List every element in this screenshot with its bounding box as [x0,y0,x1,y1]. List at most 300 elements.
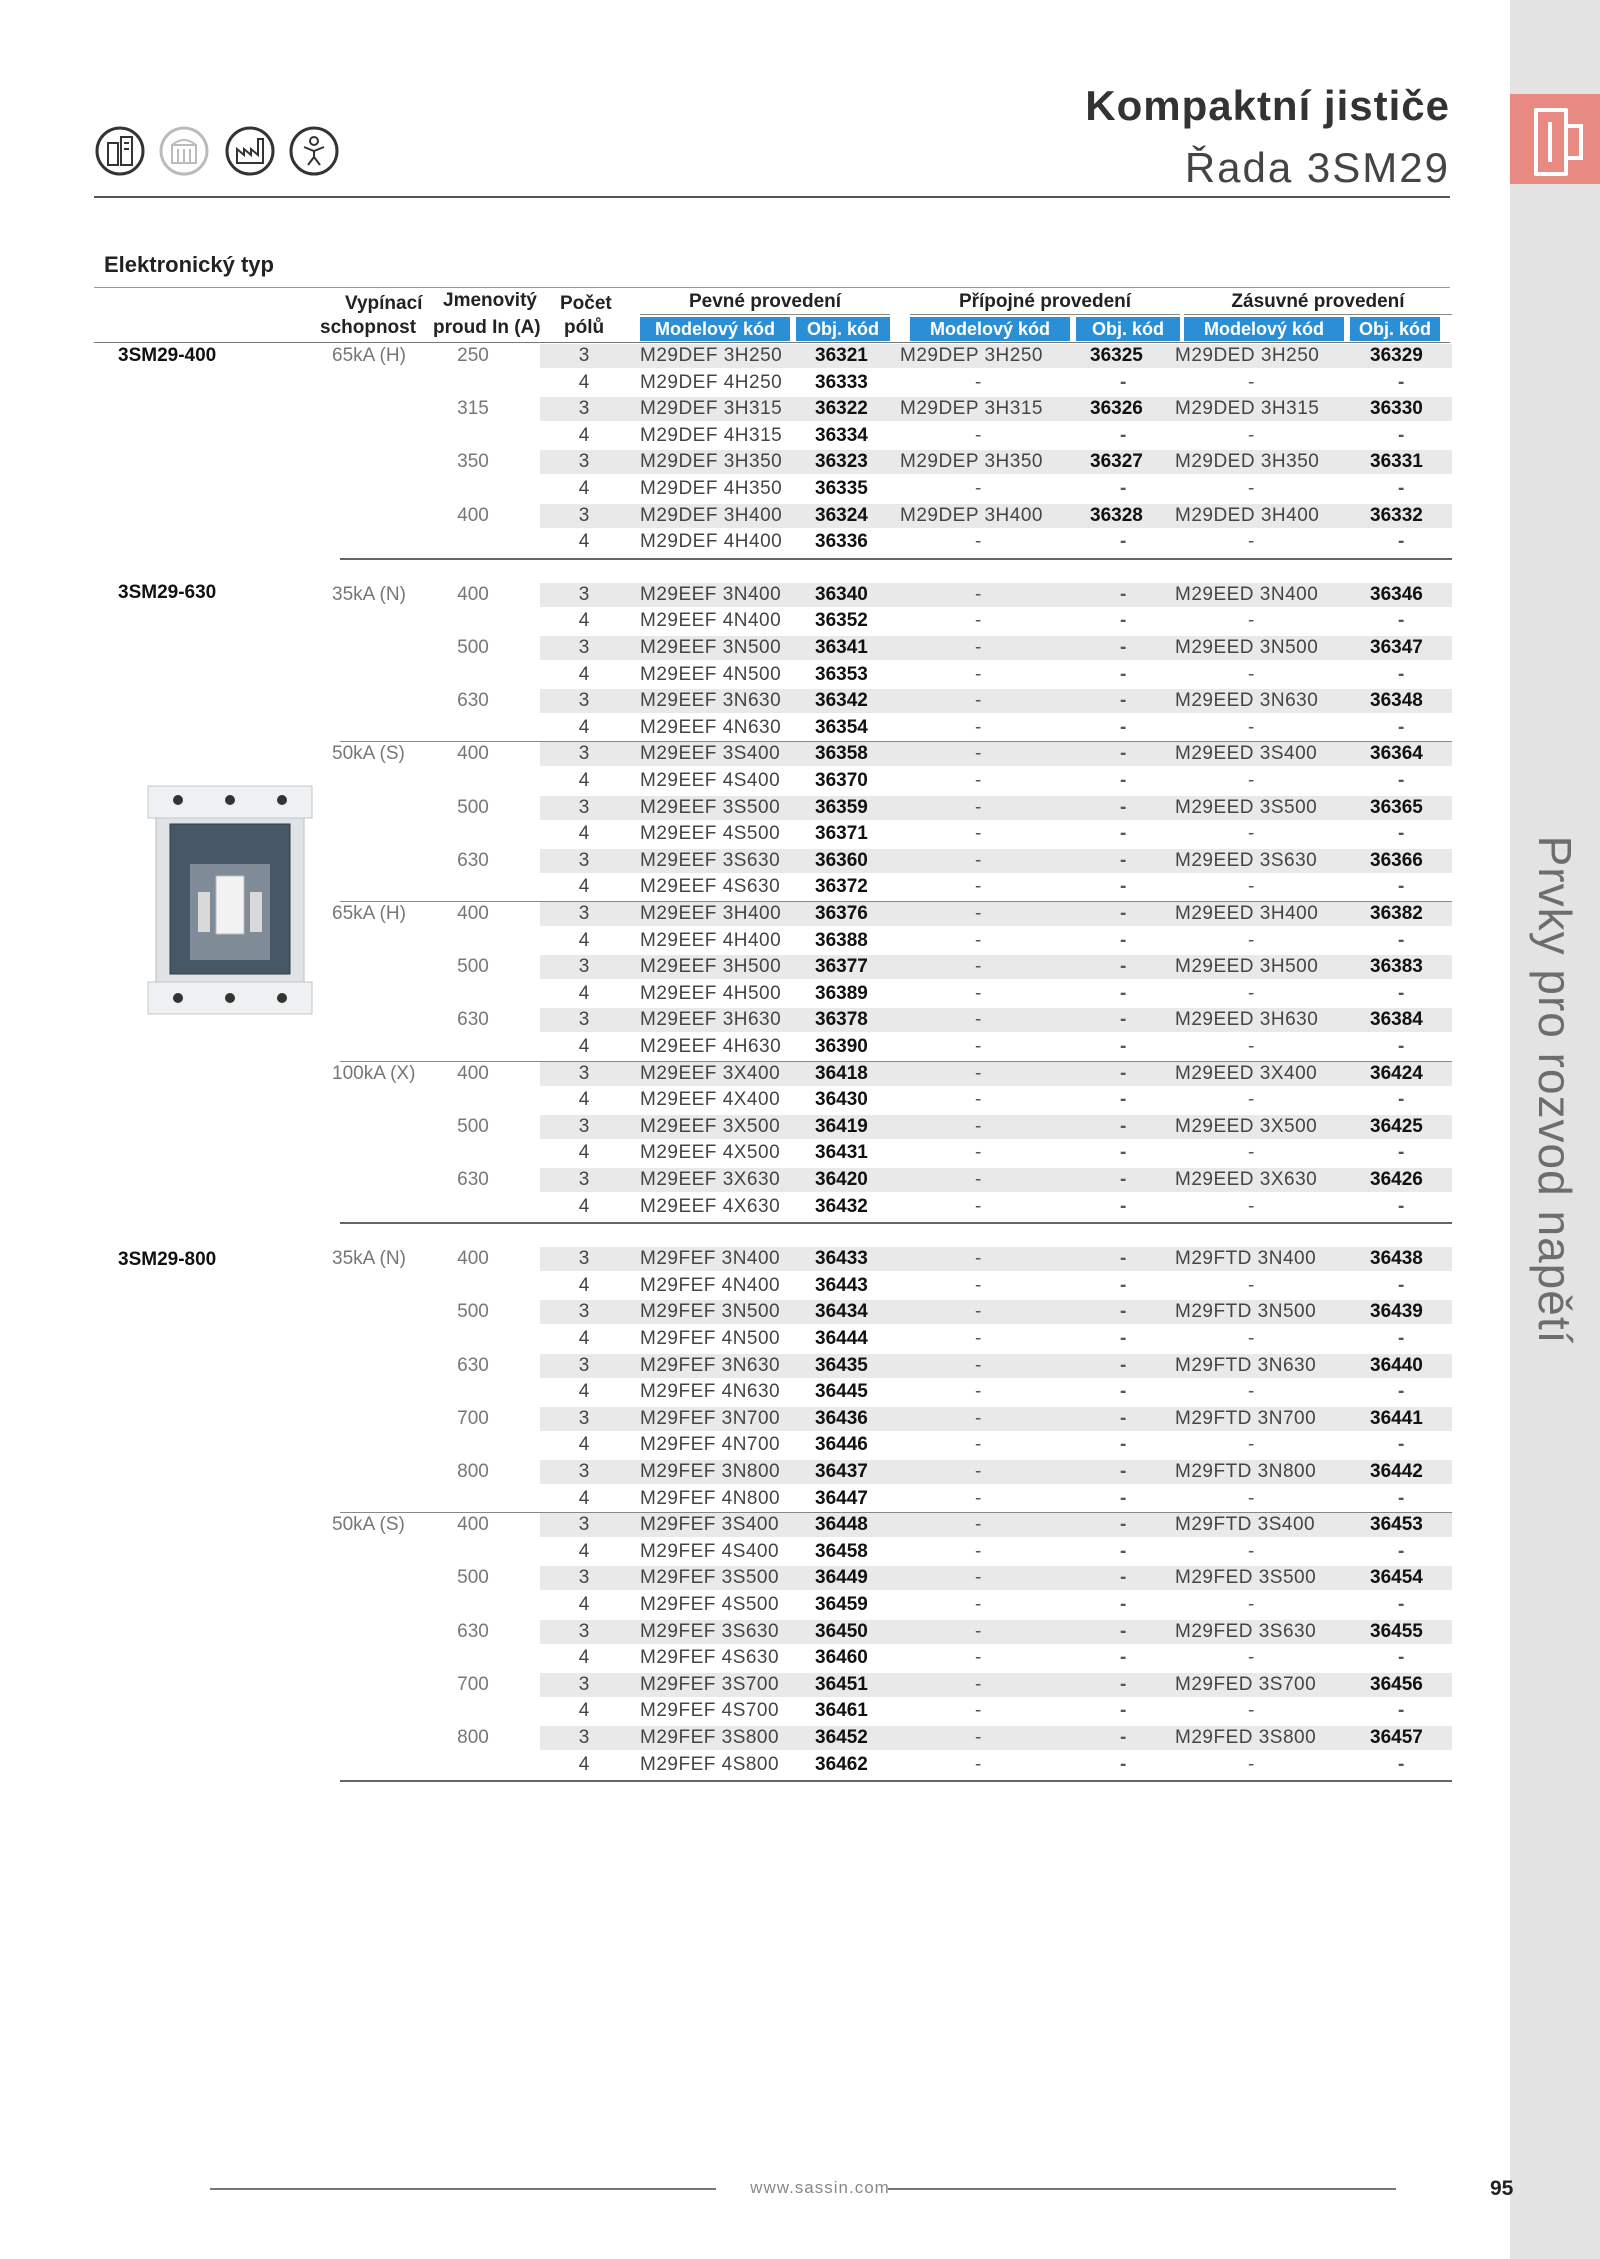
poles-cell: 3 [578,1115,590,1137]
plugin-model-cell: - [975,1753,982,1775]
plugin-order-cell: - [1120,1248,1127,1270]
title-divider [94,196,1450,198]
plugin-order-cell: - [1120,1381,1127,1403]
plugin-model-cell: - [975,743,982,765]
draw-model-cell: - [1248,1036,1255,1057]
draw-model-cell: - [1248,371,1255,393]
table-row [0,1007,1452,1033]
breaking-capacity-cell: 50kA (S) [332,1514,405,1536]
fixed-model-cell: M29FEF 3N630 [640,1354,781,1376]
plugin-model-cell: - [975,876,982,898]
fixed-order-cell: 36443 [815,1274,868,1296]
draw-model-cell: - [1248,770,1255,791]
table-row [0,1459,1452,1485]
draw-model-cell: - [1248,1487,1255,1509]
plugin-model-cell: - [975,903,982,924]
poles-cell: 4 [578,1753,590,1775]
draw-model-cell: - [1248,1753,1255,1775]
rated-current-cell: 250 [457,345,489,366]
draw-order-cell: - [1398,823,1405,845]
draw-order-cell: 36442 [1370,1461,1423,1482]
poles-cell: 4 [578,1487,590,1509]
fixed-model-cell: M29EEF 4H500 [640,982,782,1004]
draw-model-cell: - [1248,478,1255,499]
plugin-order-cell: - [1120,1647,1127,1669]
draw-order-cell: - [1398,1434,1405,1456]
col-poles-1: Počet [560,293,612,314]
fixed-model-cell: M29FEF 4S400 [640,1540,780,1562]
plugin-order-cell: - [1120,1089,1127,1111]
plugin-model-cell: M29DEP 3H315 [900,398,1043,420]
fixed-model-cell: M29EEF 3S630 [640,849,781,871]
plugin-order-cell: - [1120,1328,1127,1349]
fixed-model-cell: M29FEF 4N700 [640,1434,781,1456]
page-title: Kompaktní jističe [1085,82,1450,129]
draw-order-cell: 36456 [1370,1673,1423,1695]
draw-order-cell: - [1398,1036,1405,1057]
draw-order-cell: 36424 [1370,1062,1423,1084]
table-row [0,1194,1452,1220]
plugin-order-cell: - [1120,424,1127,446]
plugin-model-cell: - [975,371,982,393]
draw-model-cell: M29DED 3H315 [1175,398,1320,420]
plugin-order-cell: - [1120,583,1127,605]
fixed-order-cell: 36359 [815,796,868,818]
plugin-order-cell: - [1120,1169,1127,1190]
plugin-model-cell: - [975,982,982,1004]
fixed-underline [640,314,890,315]
poles-cell: 3 [578,504,590,526]
fixed-model-cell: M29EEF 3N400 [640,583,782,605]
fixed-model-cell: M29EEF 4X400 [640,1089,781,1111]
plugin-model-cell: - [975,1673,982,1695]
fixed-model-cell: M29DEF 3H250 [640,345,783,366]
draw-model-cell: - [1248,1328,1255,1349]
draw-model-cell: - [1248,1274,1255,1296]
table-row [0,1140,1452,1166]
table-row [0,1486,1452,1512]
table-row [0,1167,1452,1193]
fixed-model-cell: M29EEF 4H630 [640,1036,782,1057]
draw-order-cell: 36346 [1370,583,1423,605]
fixed-model-cell: M29EEF 4N500 [640,663,782,685]
fixed-model-cell: M29EEF 4H400 [640,929,782,951]
building-icon [94,125,146,177]
fixed-order-cell: 36419 [815,1115,868,1137]
draw-order-cell: - [1398,982,1405,1004]
rated-current-cell: 630 [457,1169,489,1190]
poles-cell: 4 [578,1594,590,1615]
rated-current-cell: 630 [457,1620,489,1642]
draw-model-cell: M29FTD 3N400 [1175,1248,1317,1270]
fixed-model-cell: M29DEF 3H400 [640,504,783,526]
poles-cell: 4 [578,1700,590,1722]
draw-order-cell: - [1398,1647,1405,1669]
plugin-model-cell: - [975,583,982,605]
draw-model-cell: - [1248,1434,1255,1456]
footer-rule-left [210,2188,716,2190]
plugin-order-cell: - [1120,1540,1127,1562]
fixed-model-cell: M29FEF 3N800 [640,1461,781,1482]
plugin-model-cell: - [975,1700,982,1722]
draw-model-cell: - [1248,610,1255,632]
plugin-order-cell: - [1120,1514,1127,1536]
fixed-model-cell: M29DEF 4H315 [640,424,783,446]
page-number: 95 [1490,2177,1514,2200]
table-row [0,1592,1452,1618]
draw-model-cell: - [1248,1195,1255,1217]
fixed-model-cell: M29FEF 3S800 [640,1727,780,1748]
plugin-order-cell: - [1120,478,1127,499]
plugin-order-cell: - [1120,1009,1127,1031]
fixed-model-cell: M29EEF 3S400 [640,743,781,765]
draw-order-cell: 36426 [1370,1169,1423,1190]
plugin-order-cell: - [1120,1700,1127,1722]
rated-current-cell: 400 [457,504,489,526]
fixed-order-cell: 36418 [815,1062,868,1084]
plugin-order-cell: - [1120,1434,1127,1456]
plugin-model-cell: - [975,1381,982,1403]
plugin-model-cell: - [975,1328,982,1349]
plugin-order-cell: - [1120,1620,1127,1642]
poles-cell: 3 [578,1620,590,1642]
plugin-order-cell: 36326 [1090,398,1143,420]
section-divider [94,287,1450,288]
table-row [0,1246,1452,1272]
poles-cell: 3 [578,1407,590,1429]
table-row [0,343,1452,369]
plugin-order-cell: - [1120,690,1127,712]
fixed-model-cell: M29FEF 4S700 [640,1700,780,1722]
fixed-order-cell: 36324 [815,504,868,526]
poles-cell: 4 [578,982,590,1004]
table-row [0,1034,1452,1060]
plugin-model-cell: M29DEP 3H350 [900,451,1043,473]
group-label-400: 3SM29-400 [118,345,217,366]
draw-model-cell: M29EED 3X500 [1175,1115,1318,1137]
draw-model-cell: - [1248,663,1255,685]
rated-current-cell: 400 [457,583,489,605]
draw-model-cell: M29EED 3X400 [1175,1062,1318,1084]
draw-order-cell: - [1398,929,1405,951]
draw-order-cell: - [1398,610,1405,632]
table-row [0,795,1452,821]
fixed-model-cell: M29FEF 3S400 [640,1514,780,1536]
table-row [0,981,1452,1007]
poles-cell: 4 [578,1089,590,1111]
plugin-order-head: Obj. kód [1076,317,1180,341]
group-separator [340,1222,1452,1224]
col-breaking-1: Vypínací [345,293,423,314]
draw-order-cell: 36382 [1370,903,1423,924]
draw-order-cell: 36365 [1370,796,1423,818]
draw-model-cell: M29EED 3X630 [1175,1169,1318,1190]
breaking-capacity-cell: 65kA (H) [332,903,406,924]
fixed-order-cell: 36447 [815,1487,868,1509]
plugin-model-cell: - [975,849,982,871]
table-row [0,901,1452,927]
plugin-order-cell: - [1120,903,1127,924]
draw-order-cell: - [1398,1753,1405,1775]
table-row [0,848,1452,874]
draw-order-cell: - [1398,1700,1405,1722]
table-row [0,449,1452,475]
fixed-model-cell: M29DEF 3H350 [640,451,783,473]
rated-current-cell: 630 [457,690,489,712]
plugin-order-cell: - [1120,1036,1127,1057]
poles-cell: 4 [578,876,590,898]
draw-order-cell: - [1398,1089,1405,1111]
fixed-model-cell: M29FEF 4N630 [640,1381,781,1403]
plugin-order-cell: - [1120,1301,1127,1323]
fixed-order-cell: 36370 [815,770,868,791]
poles-cell: 3 [578,345,590,366]
fixed-model-cell: M29EEF 3H500 [640,956,782,978]
poles-cell: 4 [578,531,590,553]
draw-order-cell: 36384 [1370,1009,1423,1031]
table-row [0,1565,1452,1591]
poles-cell: 3 [578,1009,590,1031]
person-icon [288,125,340,177]
breaking-capacity-cell: 35kA (N) [332,1248,406,1270]
plugin-model-cell: - [975,478,982,499]
draw-order-cell: 36455 [1370,1620,1423,1642]
draw-model-cell: M29FTD 3N500 [1175,1301,1317,1323]
poles-cell: 4 [578,929,590,951]
fixed-order-cell: 36322 [815,398,868,420]
poles-cell: 4 [578,1540,590,1562]
fixed-order-head: Obj. kód [796,317,890,341]
poles-cell: 4 [578,478,590,499]
fixed-order-cell: 36336 [815,531,868,553]
plugin-model-cell: - [975,770,982,791]
draw-model-cell: M29EED 3N400 [1175,583,1319,605]
draw-order-cell: - [1398,478,1405,499]
fixed-order-cell: 36433 [815,1248,868,1270]
plugin-model-cell: - [975,929,982,951]
poles-cell: 4 [578,823,590,845]
plugin-order-cell: - [1120,663,1127,685]
poles-cell: 3 [578,1169,590,1190]
table-row [0,1725,1452,1751]
poles-cell: 4 [578,1142,590,1164]
draw-order-cell: 36457 [1370,1727,1423,1748]
plugin-order-cell: - [1120,1195,1127,1217]
plugin-model-cell: - [975,1009,982,1031]
poles-cell: 4 [578,716,590,738]
plugin-model-cell: - [975,1195,982,1217]
rated-current-cell: 500 [457,1301,489,1323]
fixed-order-cell: 36376 [815,903,868,924]
plugin-order-cell: - [1120,956,1127,978]
fixed-order-cell: 36461 [815,1700,868,1722]
draw-order-cell: - [1398,1540,1405,1562]
fixed-model-cell: M29EEF 3X630 [640,1169,781,1190]
draw-order-cell: - [1398,716,1405,738]
rated-current-cell: 700 [457,1673,489,1695]
poles-cell: 3 [578,956,590,978]
footer-url: www.sassin.com [750,2178,890,2197]
table-row [0,1114,1452,1140]
plugin-order-cell: - [1120,1354,1127,1376]
col-current-1: Jmenovitý [443,290,537,311]
fixed-model-cell: M29FEF 4S630 [640,1647,780,1669]
table-row [0,1752,1452,1778]
draw-model-cell: - [1248,823,1255,845]
plugin-order-cell: - [1120,1407,1127,1429]
plugin-model-cell: - [975,1248,982,1270]
poles-cell: 3 [578,796,590,818]
plugin-order-cell: - [1120,929,1127,951]
poles-cell: 3 [578,1673,590,1695]
poles-cell: 3 [578,1248,590,1270]
fixed-model-cell: M29EEF 3N500 [640,637,782,658]
draw-order-cell: - [1398,1142,1405,1164]
plugin-model-cell: - [975,1274,982,1296]
table-row [0,476,1452,502]
plugin-underline [910,314,1180,315]
draw-order-cell: 36329 [1370,345,1423,366]
plugin-order-cell: 36327 [1090,451,1143,473]
draw-order-cell: - [1398,1274,1405,1296]
plugin-model-cell: - [975,1115,982,1137]
fixed-order-cell: 36450 [815,1620,868,1642]
table-row [0,1326,1452,1352]
plugin-model-cell: - [975,1727,982,1748]
plugin-model-cell: - [975,1647,982,1669]
draw-model-cell: - [1248,531,1255,553]
rated-current-cell: 700 [457,1407,489,1429]
plugin-model-cell: - [975,663,982,685]
fixed-order-cell: 36335 [815,478,868,499]
draw-underline [1184,314,1452,315]
table-row [0,1539,1452,1565]
page-subtitle: Řada 3SM29 [1184,144,1450,191]
fixed-order-cell: 36354 [815,716,868,738]
plugin-order-cell: - [1120,1673,1127,1695]
fixed-model-cell: M29FEF 3S630 [640,1620,780,1642]
draw-order-cell: 36332 [1370,504,1423,526]
fixed-order-cell: 36436 [815,1407,868,1429]
plugin-model-cell: - [975,1301,982,1323]
draw-order-cell: 36347 [1370,637,1423,658]
rated-current-cell: 500 [457,637,489,658]
draw-order-cell: 36425 [1370,1115,1423,1137]
fixed-model-cell: M29EEF 3X400 [640,1062,781,1084]
plugin-order-cell: - [1120,1727,1127,1748]
office-icon [158,125,210,177]
draw-model-cell: M29EED 3S500 [1175,796,1318,818]
fixed-order-cell: 36340 [815,583,868,605]
col-breaking-2: schopnost [320,317,417,338]
fixed-order-cell: 36372 [815,876,868,898]
fixed-order-cell: 36390 [815,1036,868,1057]
plugin-model-cell: - [975,1567,982,1589]
fixed-order-cell: 36321 [815,345,868,366]
draw-model-cell: M29DED 3H400 [1175,504,1320,526]
table-row [0,529,1452,555]
draw-order-cell: - [1398,663,1405,685]
poles-cell: 3 [578,849,590,871]
fixed-order-cell: 36353 [815,663,868,685]
fixed-order-cell: 36360 [815,849,868,871]
table-row [0,503,1452,529]
group-label-800: 3SM29-800 [118,1249,217,1270]
fixed-order-cell: 36444 [815,1328,868,1349]
draw-order-cell: - [1398,1381,1405,1403]
fixed-model-cell: M29FEF 4S500 [640,1594,780,1615]
draw-order-cell: - [1398,770,1405,791]
draw-model-cell: M29EED 3S630 [1175,849,1318,871]
fixed-order-cell: 36358 [815,743,868,765]
plugin-model-cell: - [975,823,982,845]
fixed-model-cell: M29DEF 4H400 [640,531,783,553]
fixed-model-cell: M29EEF 4S500 [640,823,781,845]
rated-current-cell: 400 [457,1248,489,1270]
draw-model-cell: M29EED 3H630 [1175,1009,1319,1031]
fixed-order-cell: 36378 [815,1009,868,1031]
plugin-model-cell: - [975,1434,982,1456]
plugin-model-cell: - [975,1354,982,1376]
fixed-model-cell: M29EEF 3H400 [640,903,782,924]
rated-current-cell: 315 [457,398,489,420]
fixed-model-cell: M29EEF 4S400 [640,770,781,791]
table-row [0,1087,1452,1113]
fixed-order-cell: 36448 [815,1514,868,1536]
rated-current-cell: 400 [457,1062,489,1084]
table-row [0,608,1452,634]
draw-model-cell: M29FTD 3N800 [1175,1461,1317,1482]
draw-model-cell: M29FED 3S630 [1175,1620,1317,1642]
table-row [0,370,1452,396]
col-fixed: Pevné provedení [688,291,842,312]
draw-model-cell: - [1248,982,1255,1004]
draw-order-cell: 36383 [1370,956,1423,978]
poles-cell: 3 [578,903,590,924]
plugin-order-cell: - [1120,531,1127,553]
poles-cell: 3 [578,1301,590,1323]
plugin-order-cell: - [1120,716,1127,738]
draw-order-cell: - [1398,1328,1405,1349]
side-title: Prvky pro rozvod napětí [1529,835,1581,1345]
rated-current-cell: 630 [457,1009,489,1031]
footer-rule-right [888,2188,1396,2190]
draw-order-cell: 36330 [1370,398,1423,420]
fixed-order-cell: 36435 [815,1354,868,1376]
draw-order-cell: - [1398,531,1405,553]
rated-current-cell: 500 [457,1567,489,1589]
table-row [0,1672,1452,1698]
draw-model-cell: M29EED 3N630 [1175,690,1319,712]
fixed-model-cell: M29EEF 3X500 [640,1115,781,1137]
plugin-model-cell: - [975,637,982,658]
table-row [0,1273,1452,1299]
fixed-order-cell: 36458 [815,1540,868,1562]
table-row [0,954,1452,980]
fixed-model-cell: M29EEF 3H630 [640,1009,782,1031]
rated-current-cell: 400 [457,1514,489,1536]
draw-order-cell: 36366 [1370,849,1423,871]
rated-current-cell: 630 [457,1354,489,1376]
table-row [0,688,1452,714]
table-row [0,928,1452,954]
fixed-order-cell: 36341 [815,637,868,658]
fixed-order-cell: 36451 [815,1673,868,1695]
fixed-order-cell: 36460 [815,1647,868,1669]
rated-current-cell: 500 [457,1115,489,1137]
fixed-order-cell: 36377 [815,956,868,978]
plugin-model-cell: - [975,1036,982,1057]
